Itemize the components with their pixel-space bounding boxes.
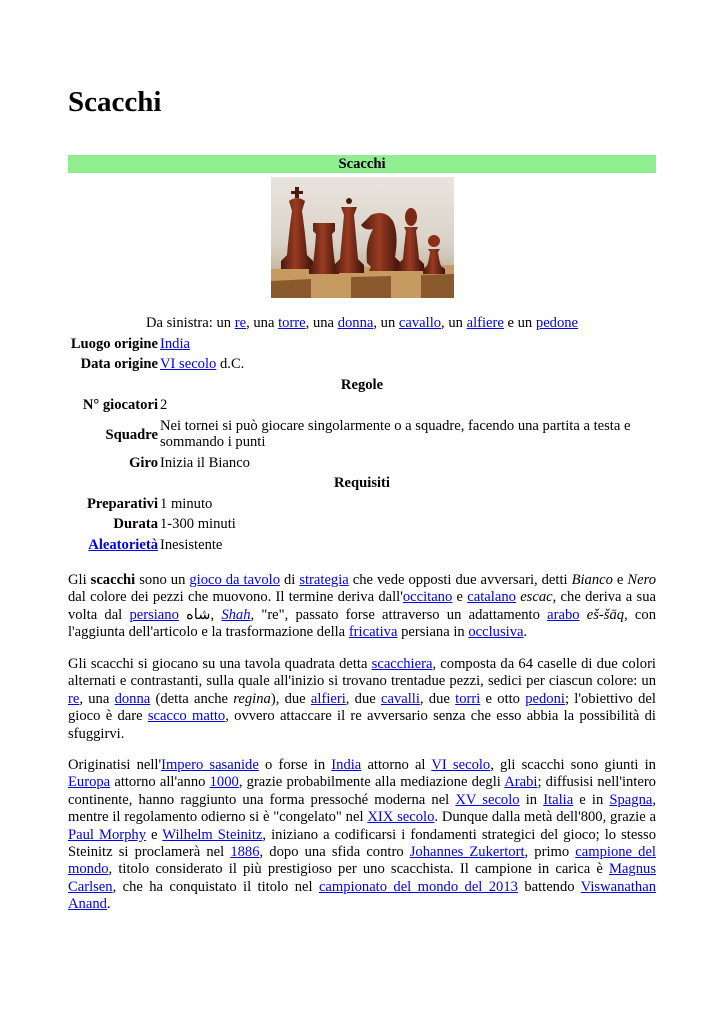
link-alfieri[interactable]: alfieri xyxy=(310,690,346,707)
link-vi-secolo-2[interactable]: VI secolo xyxy=(431,757,491,773)
link-pedone[interactable]: pedone xyxy=(535,315,579,331)
durata-label: Durata xyxy=(113,516,158,532)
giocatori-value: 2 xyxy=(160,397,168,413)
link-arabi[interactable]: Arabi xyxy=(504,774,538,791)
link-campione-del-mondo[interactable]: campione del mondo xyxy=(68,844,656,878)
link-alfiere[interactable]: alfiere xyxy=(466,315,504,331)
squadre-label: Squadre xyxy=(105,427,158,443)
giro-label: Giro xyxy=(129,455,158,471)
link-strategia[interactable]: strategia xyxy=(299,572,349,588)
preparativi-label: Preparativi xyxy=(86,496,158,512)
link-1000[interactable]: 1000 xyxy=(209,774,239,791)
link-italia[interactable]: Italia xyxy=(543,791,574,808)
link-arabo[interactable]: arabo xyxy=(547,606,580,623)
link-re-2[interactable]: re xyxy=(68,690,80,707)
link-scacco-matto[interactable]: scacco matto xyxy=(147,708,226,725)
chess-pieces-photo xyxy=(271,177,454,298)
link-johannes-zukertort[interactable]: Johannes Zukertort xyxy=(409,844,525,861)
link-india[interactable]: India xyxy=(160,336,190,352)
link-vi-secolo[interactable]: VI secolo xyxy=(160,356,217,372)
link-catalano[interactable]: catalano xyxy=(467,589,516,606)
link-occitano[interactable]: occitano xyxy=(402,589,453,606)
link-viswanathan-anand[interactable]: Viswanathan Anand xyxy=(68,878,657,913)
link-europa[interactable]: Europa xyxy=(68,774,111,791)
link-fricativa[interactable]: fricativa xyxy=(348,624,398,641)
preparativi-value: 1 minuto xyxy=(160,496,213,512)
link-1886[interactable]: 1886 xyxy=(230,844,260,861)
link-impero-sasanide[interactable]: Impero sasanide xyxy=(161,757,259,773)
link-occlusiva[interactable]: occlusiva xyxy=(468,624,524,641)
luogo-label: Luogo origine xyxy=(70,336,158,352)
giro-value: Inizia il Bianco xyxy=(160,455,250,471)
link-re[interactable]: re xyxy=(234,315,247,331)
data-label: Data origine xyxy=(80,356,158,372)
link-aleatorieta[interactable]: Aleatorietà xyxy=(88,537,158,553)
link-donna-2[interactable]: donna xyxy=(114,690,151,707)
link-scacchiera[interactable]: scacchiera xyxy=(371,656,433,672)
link-india-2[interactable]: India xyxy=(331,757,362,773)
section-regole: Regole xyxy=(340,377,384,393)
link-xv-secolo[interactable]: XV secolo xyxy=(455,791,520,808)
link-gioco-da-tavolo[interactable]: gioco da tavolo xyxy=(189,572,280,588)
squadre-value: Nei tornei si può giocare singolarmente o a squadre, facendo una partita a testa e sommando i punti xyxy=(160,418,631,450)
page-title: Scacchi xyxy=(68,86,162,118)
paragraph-3: Originatisi nell'Impero sasanide o forse in India attorno al VI secolo, gli scacchi sono giunti in Europa attorno all'anno 1000, grazie probabilmente alla mediazione degli Arabi; diffusisi nell'intero continente, hanno raggiunto una forma pressoché moderna nel XV secolo in Italia e in Spagna, mentre il regolamento odierno si è "congelato" nel XIX secolo. Dunque dalla metà dell'800, grazie a Paul Morphy e Wilhelm Steinitz, iniziano a codificarsi i fondamenti strategici del gioco; lo stesso Steinitz si proclamerà nel 1886, dopo una sfida contro Johannes Zukertort, primo campione del mondo, titolo considerato il più prestigioso per uno scacchista. Il campione in carica è Magnus Carlsen, che ha conquistato il titolo nel campionato del mondo del 2013 battendo Viswanathan Anand. xyxy=(68,757,657,913)
link-donna[interactable]: donna xyxy=(337,315,374,331)
durata-value: 1-300 minuti xyxy=(160,516,236,532)
aleatorieta-value: Inesistente xyxy=(160,537,223,553)
link-torri[interactable]: torri xyxy=(455,690,481,707)
link-cavallo[interactable]: cavallo xyxy=(398,315,442,331)
link-magnus-carlsen[interactable]: Magnus Carlsen xyxy=(68,861,656,895)
link-spagna[interactable]: Spagna xyxy=(609,791,653,808)
link-paul-morphy[interactable]: Paul Morphy xyxy=(68,826,147,843)
paragraph-2: Gli scacchi si giocano su una tavola quadrata detta scacchiera, composta da 64 caselle di due colori alternati e contrastanti, sulla quale all'inizio si trovano trentadue pezzi, sedici per ciascun colore: un re, una donna (detta anche regina), due alfieri, due cavalli, due torri e otto pedoni; l'obiettivo del gioco è dare scacco matto, ovvero attaccare il re avversario senza che esso abbia la possibilità di sfuggirvi. xyxy=(68,656,656,742)
link-shah[interactable]: Shah xyxy=(221,606,251,623)
link-cavalli[interactable]: cavalli xyxy=(381,690,420,707)
image-caption: Da sinistra: un re, una torre, una donna, un cavallo, un alfiere e un pedone xyxy=(145,315,579,331)
giocatori-label: N° giocatori xyxy=(82,397,158,413)
link-xix-secolo[interactable]: XIX secolo xyxy=(367,809,435,826)
link-wilhelm-steinitz[interactable]: Wilhelm Steinitz xyxy=(162,826,263,843)
link-torre[interactable]: torre xyxy=(278,315,306,331)
section-requisiti: Requisiti xyxy=(334,475,390,491)
link-campionato-2013[interactable]: campionato del mondo del 2013 xyxy=(318,878,518,895)
infobox-header: Scacchi xyxy=(68,155,656,173)
link-persiano[interactable]: persiano xyxy=(129,606,179,623)
paragraph-1: Gli scacchi sono un gioco da tavolo di strategia che vede opposti due avversari, detti Bianco e Nero dal colore dei pezzi che muovono. Il termine deriva dall'occitano e catalano escac, che deriva a sua volta dal persiano شاه, Shah, "re", passato forse attraverso un adattamento arabo eš-šāq, con l'aggiunta dell'articolo e la trasformazione della fricativa persiana in occlusiva. xyxy=(68,572,657,641)
link-pedoni[interactable]: pedoni xyxy=(525,690,565,707)
